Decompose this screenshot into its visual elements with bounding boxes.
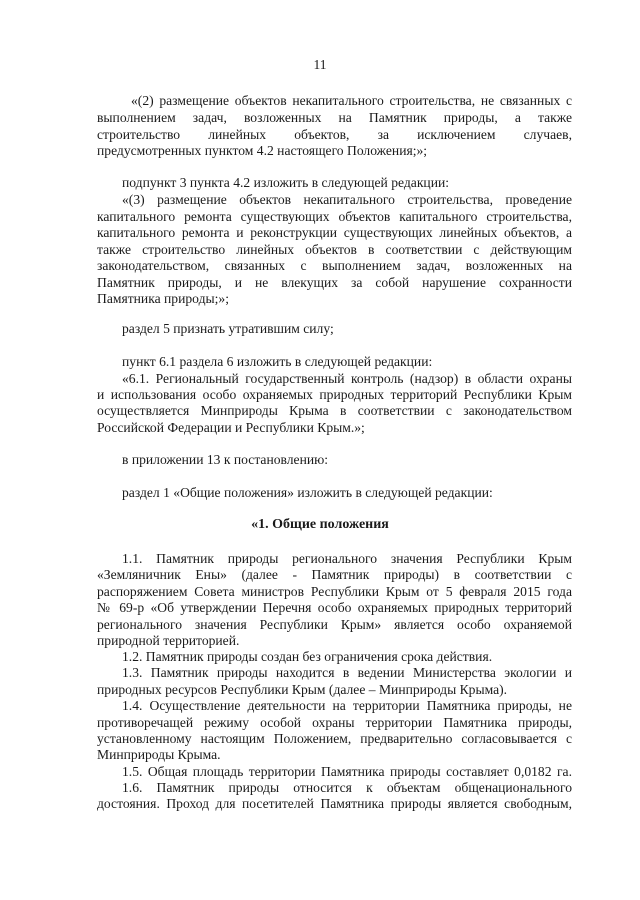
text-line: строительство линейных объектов, за исключением случаев,	[97, 127, 572, 142]
text-line: 1.3. Памятник природы находится в ведении Министерства экологии и	[122, 665, 572, 680]
text-line: установленному настоящим Положением, предварительно согласовывается с	[97, 731, 572, 746]
section-heading: «1. Общие положения	[251, 517, 389, 532]
page-number: 11	[313, 57, 327, 72]
text-line: 1.5. Общая площадь территории Памятника природы составляет 0,0182 га.	[122, 764, 572, 779]
text-line: предусмотренных пунктом 4.2 настоящего Положения;»;	[97, 143, 428, 158]
text-line: Минприроды Крыма.	[97, 747, 221, 762]
text-line: подпункт 3 пункта 4.2 изложить в следующей редакции:	[122, 175, 450, 190]
text-line: также строительство линейных объектов в соответствии с действующим	[97, 242, 572, 257]
text-line: раздел 5 признать утратившим силу;	[122, 321, 334, 336]
text-line: 1.4. Осуществление деятельности на территории Памятника природы, не	[122, 698, 572, 713]
text-line: распоряжением Совета министров Республики Крым от 5 февраля 2015 года	[97, 584, 572, 599]
text-line: капитального ремонта существующих объектов капитального строительства,	[97, 209, 572, 224]
text-line: 1.1. Памятник природы регионального значения Республики Крым	[122, 551, 572, 566]
text-line: 1.2. Памятник природы создан без ограничения срока действия.	[122, 649, 493, 664]
text-line: в приложении 13 к постановлению:	[122, 452, 329, 467]
text-line: законодательством, связанных с выполнением задач, возложенных на	[97, 258, 572, 273]
text-line: Памятника природы;»;	[97, 291, 229, 306]
text-line: «6.1. Региональный государственный контроль (надзор) в области охраны	[122, 371, 572, 386]
text-line: Российской Федерации и Республики Крым.»;	[97, 420, 365, 435]
text-line: выполнением задач, возложенных на Памятник природы, а также	[97, 110, 572, 125]
text-line: достояния. Проход для посетителей Памятника природы является свободным,	[97, 796, 572, 811]
text-line: природной территорией.	[97, 633, 240, 648]
text-line: Памятник природы, и не влекущих за собой нарушение сохранности	[97, 275, 572, 290]
text-line: регионального значения Республики Крым» является особо охраняемой	[97, 617, 572, 632]
text-line: 1.6. Памятник природы относится к объектам общенационального	[122, 780, 572, 795]
text-line: противоречащей режиму особой охраны территории Памятника природы,	[97, 715, 572, 730]
text-line: раздел 1 «Общие положения» изложить в следующей редакции:	[122, 485, 493, 500]
text-line: «(3) размещение объектов некапитального строительства, проведение	[122, 192, 572, 207]
text-line: № 69-р «Об утверждении Перечня особо охраняемых природных территорий	[97, 600, 572, 615]
text-line: и использования особо охраняемых природных территорий Республики Крым	[97, 387, 572, 402]
text-line: природных ресурсов Республики Крым (далее – Минприроды Крыма).	[97, 682, 508, 697]
text-line: капитального ремонта и реконструкции существующих линейных объектов, а	[97, 225, 572, 240]
text-line: «Земляничник Ены» (далее - Памятник природы) в соответствии с	[97, 567, 572, 582]
text-line: осуществляется Минприроды Крыма в соответствии с законодательством	[97, 403, 572, 418]
text-line: пункт 6.1 раздела 6 изложить в следующей редакции:	[122, 354, 433, 369]
text-line: «(2) размещение объектов некапитального строительства, не связанных с	[131, 93, 572, 108]
